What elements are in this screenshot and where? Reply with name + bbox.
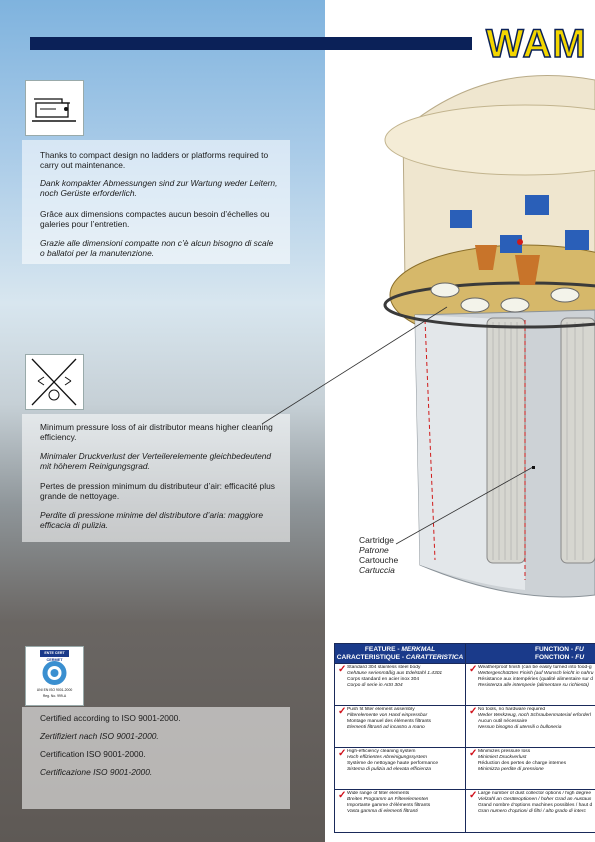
badge-bottom-text-2: Reg. No. 999-A: [42, 694, 67, 698]
head-caracteristique-label: CARACTERISTIQUE -: [336, 653, 406, 661]
feature1-fr: Grâce aux dimensions compactes aucun besoin d’échelles ou galeries pour l’entretien.: [40, 209, 270, 229]
feature2-en: Minimum pressure loss of air distributor means higher cleaning efficiency.: [40, 422, 273, 442]
feature2-fr: Pertes de pression minimum du distributeur d’air: efficacité plus grande de nettoyage.: [40, 481, 275, 501]
feature2-de: Minimaler Druckverlust der Verteilerelemente gleichbedeutend mit höherem Reinigungsgrad.: [40, 451, 272, 471]
table-head-function: [535, 646, 584, 661]
feature1-it: Grazie alle dimensioni compatte non c’è alcun bisogno di scale o ballatoi per la manutenzione.: [40, 238, 274, 258]
function-cell: Weatherproof finish (can be easily turned into food-g Wettergeschütztes Finish (auf Wunsch leicht in nahru Résistance aux intempéries (qualité alimentaire sur d Resistenza alle intemperie (alimentare su richiesta): [478, 665, 594, 688]
brand-logo: WAM: [486, 22, 587, 66]
feature3-en: Certified according to ISO 9001-2000.: [40, 713, 181, 723]
feature-cell: Standard 304 stainless steel body Gehäuse serienmäßig aus Edelstahl 1.4301 Corps standard en acier inox 304 Corpo di serie in AISI 304: [347, 665, 443, 688]
badge-bottom-text-1: UNI EN ISO 9001-2000: [36, 688, 73, 692]
caption-fr: Cartouche: [359, 555, 399, 565]
check-icon: ✓: [338, 706, 347, 717]
feature-cell: High-efficiency cleaning system Hoch effizientes Abreinigungssystem Système de nettoyage haute performance Sistema di pulizia ad elevata efficienza: [347, 749, 439, 772]
head-function-label: FUNCTION -: [535, 646, 575, 653]
table-row: [335, 747, 595, 790]
table-row: [335, 705, 595, 748]
feature1-en: Thanks to compact design no ladders or platforms required to carry out maintenance.: [40, 150, 269, 170]
caption-en: Cartridge: [359, 535, 394, 545]
table-row: [335, 663, 595, 706]
function-cell: Large number of dust collector options / high degree Vielzahl an Geräteoptionen / hoher Grad an Austaus Grand nombre d’options machines possibles / haut d Gran numero d’opzioni di filtri / alto grado di interc: [478, 791, 593, 814]
head-fonction-label: FONCTION -: [535, 653, 576, 661]
table-head-feature: [335, 646, 465, 661]
check-icon: ✓: [469, 706, 478, 717]
check-icon: ✓: [469, 748, 478, 759]
head-caratteristica-label: CARATTERISTICA: [405, 653, 464, 661]
feature3-it: Certificazione ISO 9001-2000.: [40, 767, 153, 777]
cartridge-caption: [359, 535, 398, 575]
check-icon: ✓: [338, 664, 347, 675]
caption-de: Patrone: [359, 545, 389, 555]
feature-cell: Wide range of filter elements Breites Programm an Filterelementen Importante gamme d’éléments filtrants Vasta gamma di elementi filtranti: [347, 791, 431, 814]
check-icon: ✓: [338, 748, 347, 759]
feature3-fr: Certification ISO 9001-2000.: [40, 749, 146, 759]
head-feature-label: FEATURE -: [364, 646, 402, 653]
head-merkmal-label: MERKMAL: [401, 646, 436, 653]
feature2-it: Perdite di pressione minime del distributore d’aria: maggiore efficacia di pulizia.: [40, 510, 263, 530]
badge-middle-text: CERMET: [46, 658, 63, 662]
feature-function-table: [334, 643, 595, 833]
badge-top-text: ENTE CERT: [44, 651, 65, 655]
feature-cell: Push fit filter element assembly Filterelemente von Hand einpressbar Montage manuel des éléments filtrants Elementi filtranti ad incastro a mano: [347, 707, 432, 730]
table-row: [335, 789, 595, 833]
head-funzione-label: FU: [575, 653, 585, 661]
function-cell: Minimizes pressure loss Minimiert Druckverlust Réduction des pertes de charge internes Minimizza perdite di pressione: [478, 749, 567, 772]
check-icon: ✓: [469, 790, 478, 801]
check-icon: ✓: [469, 664, 478, 675]
feature1-de: Dank kompakter Abmessungen sind zur Wartung weder Leitern, noch Gerüste erforderlich.: [40, 178, 278, 198]
feature3-de: Zertifiziert nach ISO 9001-2000.: [40, 731, 159, 741]
function-cell: No tools, no hardware required Weder Werkzeug, noch Schraubenmaterial erforderl Aucun outil nécessaire Nessun bisogno di utensili o bulloneria: [478, 707, 591, 730]
head-funktion-label: FU: [574, 646, 584, 653]
caption-it: Cartuccia: [359, 565, 395, 575]
check-icon: ✓: [338, 790, 347, 801]
